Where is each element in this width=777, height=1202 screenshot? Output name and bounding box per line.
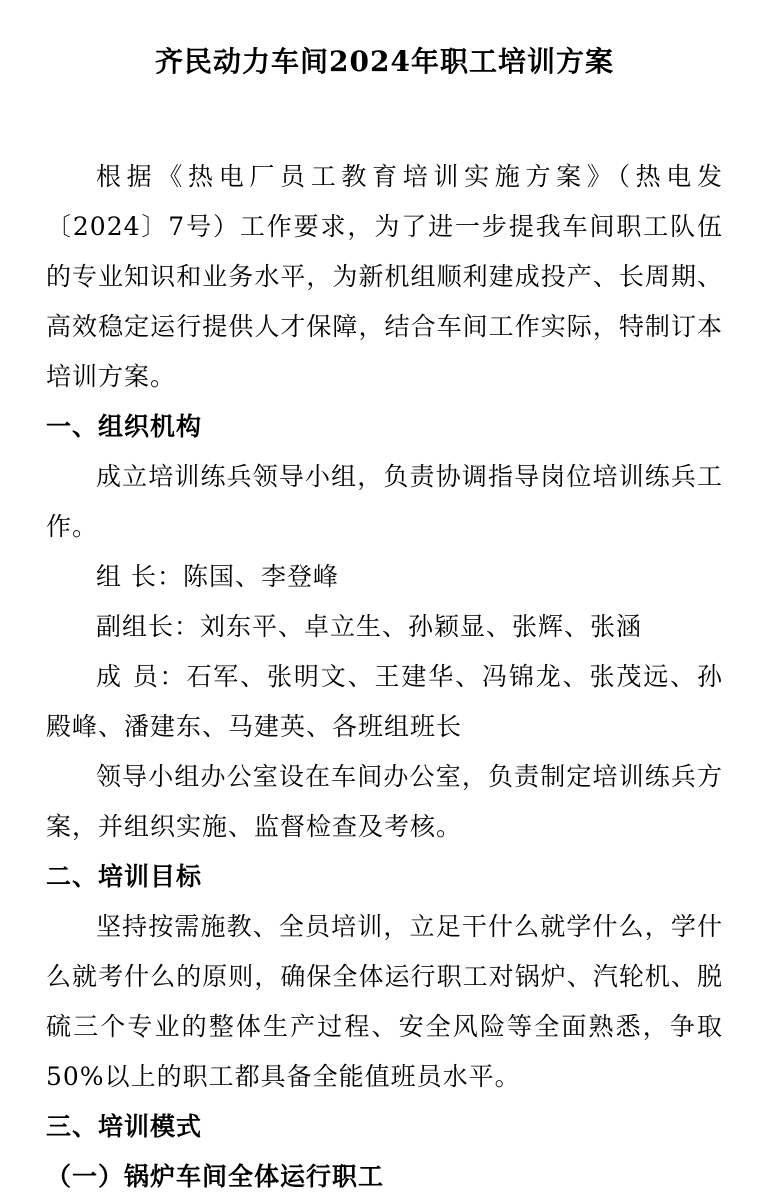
section-heading-goals: 二、培训目标: [46, 862, 203, 891]
organization-paragraph: 成立培训练兵领导小组，负责协调指导岗位培训练兵工作。: [46, 462, 723, 541]
members-value: 石军、张明文、王建华、冯锦龙、张茂远、孙殿峰、潘建东、马建英、各班组班长: [46, 662, 723, 741]
members-paragraph: [46, 652, 723, 752]
leader-label: 组 长：: [96, 562, 183, 591]
leader-line: [46, 552, 723, 602]
subsection-heading-boiler: （一）锅炉车间全体运行职工: [46, 1162, 385, 1191]
leader-value: 陈国、李登峰: [182, 562, 339, 591]
office-paragraph: 领导小组办公室设在车间办公室，负责制定培训练兵方案，并组织实施、监督检查及考核。: [46, 762, 723, 841]
intro-paragraph: 根据《热电厂员工教育培训实施方案》（热电发〔2024〕7号）工作要求，为了进一步提我车间职工队伍的专业知识和业务水平，为新机组顺利建成投产、长周期、高效稳定运行提供人才保障，结合车间工作实际，特制订本培训方案。: [46, 162, 723, 391]
document-body: [46, 152, 723, 1202]
section-heading-mode: 三、培训模式: [46, 1112, 203, 1141]
deputy-leader-value: 刘东平、卓立生、孙颖显、张辉、张涵: [200, 612, 643, 641]
deputy-leader-line: [46, 602, 723, 652]
members-label: 成 员：: [96, 662, 187, 691]
section-heading-organization: 一、组织机构: [46, 412, 203, 441]
document-title: 齐民动力车间2024年职工培训方案: [155, 45, 614, 78]
deputy-leader-label: 副组长：: [96, 612, 201, 641]
goals-paragraph: 坚持按需施教、全员培训，立足干什么就学什么，学什么就考什么的原则，确保全体运行职工对锅炉、汽轮机、脱硫三个专业的整体生产过程、安全风险等全面熟悉，争取50%以上的职工都具备全能值班员水平。: [46, 912, 723, 1091]
